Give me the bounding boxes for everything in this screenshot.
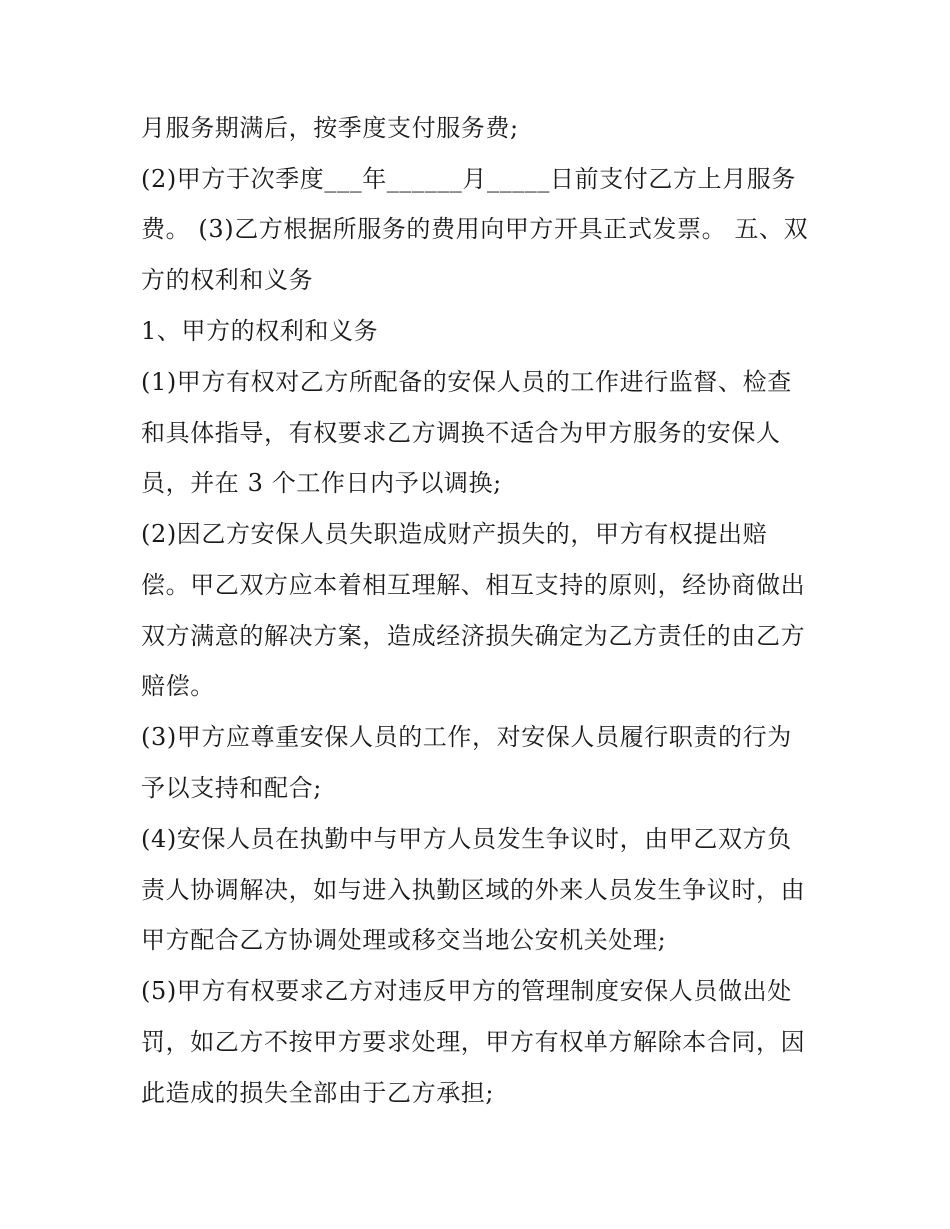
text-line: 此造成的损失全部由于乙方承担; [141, 1079, 495, 1107]
text-line: 方的权利和义务 [141, 266, 314, 294]
text-line: 责人协调解决，如与进入执勤区域的外来人员发生争议时，由 [141, 876, 806, 904]
text-line: 双方满意的解决方案，造成经济损失确定为乙方责任的由乙方 [141, 622, 806, 650]
text-line: 员，并在 3 个工作日内予以调换; [141, 469, 502, 497]
text-line: 予以支持和配合; [141, 774, 322, 802]
text-line: (2)甲方于次季度___年______月_____日前支付乙方上月服务 [141, 165, 796, 193]
text-line: 和具体指导，有权要求乙方调换不适合为甲方服务的安保人 [141, 419, 781, 447]
text-line: (1)甲方有权对乙方所配备的安保人员的工作进行监督、检查 [141, 368, 792, 396]
text-line: (3)甲方应尊重安保人员的工作，对安保人员履行职责的行为 [141, 723, 792, 751]
text-line: 费。 (3)乙方根据所服务的费用向甲方开具正式发票。 五、双 [141, 215, 809, 243]
text-line: (5)甲方有权要求乙方对违反甲方的管理制度安保人员做出处 [141, 977, 792, 1005]
text-line: 月服务期满后，按季度支付服务费; [141, 114, 519, 142]
text-line: 罚，如乙方不按甲方要求处理，甲方有权单方解除本合同，因 [141, 1028, 806, 1056]
text-line: 赔偿。 [141, 672, 215, 700]
text-line: (4)安保人员在执勤中与甲方人员发生争议时，由甲乙双方负 [141, 825, 792, 853]
text-line: 甲方配合乙方协调处理或移交当地公安机关处理; [141, 926, 667, 954]
text-line: 1、甲方的权利和义务 [141, 317, 379, 345]
text-line: 偿。甲乙双方应本着相互理解、相互支持的原则，经协商做出 [141, 571, 806, 599]
text-line: (2)因乙方安保人员失职造成财产损失的，甲方有权提出赔 [141, 520, 768, 548]
